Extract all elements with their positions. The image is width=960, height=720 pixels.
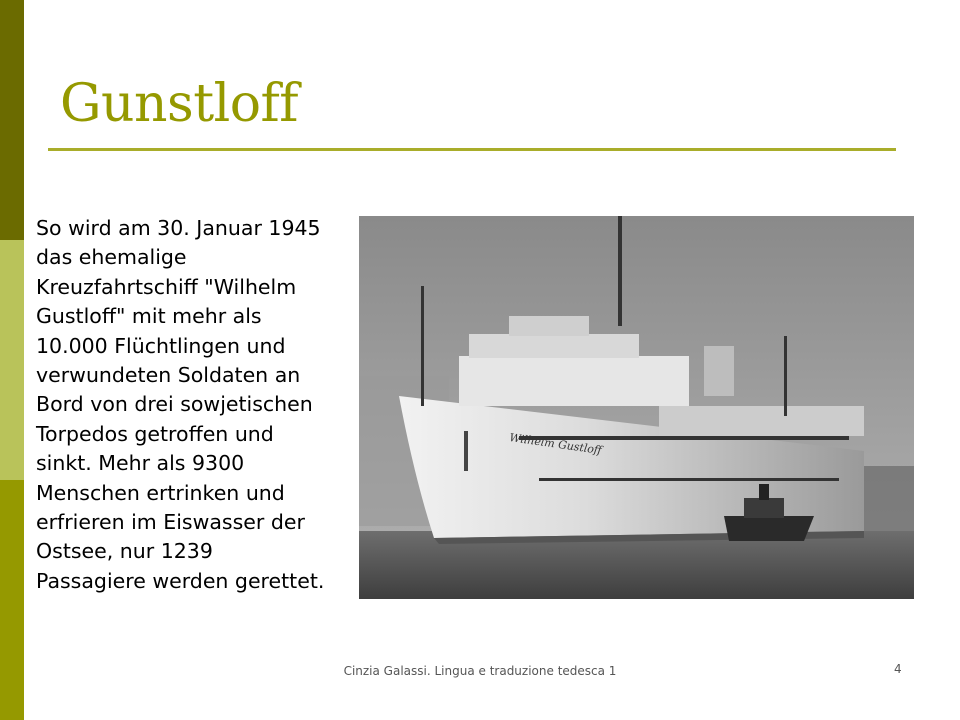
slide-number: 4	[894, 662, 902, 676]
slide-title: Gunstloff	[60, 74, 299, 134]
footer-author: Cinzia Galassi. Lingua e traduzione tedesca 1	[343, 664, 617, 678]
sidebar-decoration	[0, 0, 24, 720]
slide-body-text: So wird am 30. Januar 1945 das ehemalige Kreuzfahrtschiff "Wilhelm Gustloff" mit mehr als 10.000 Flüchtlingen und verwundeten Soldaten an Bord von drei sowjetischen Torpedos getroffen und sinkt. Mehr als 9300 Menschen ertrinken und erfrieren im Eiswasser der Ostsee, nur 1239 Passagiere werden gerettet.	[36, 216, 325, 593]
sidebar-block-top	[0, 0, 24, 240]
sidebar-block-middle	[0, 240, 24, 480]
sidebar-block-bottom	[0, 480, 24, 720]
ship-photo	[359, 216, 914, 599]
title-divider	[48, 148, 896, 151]
ship-name-label: Wilhelm Gustloff	[508, 431, 603, 457]
